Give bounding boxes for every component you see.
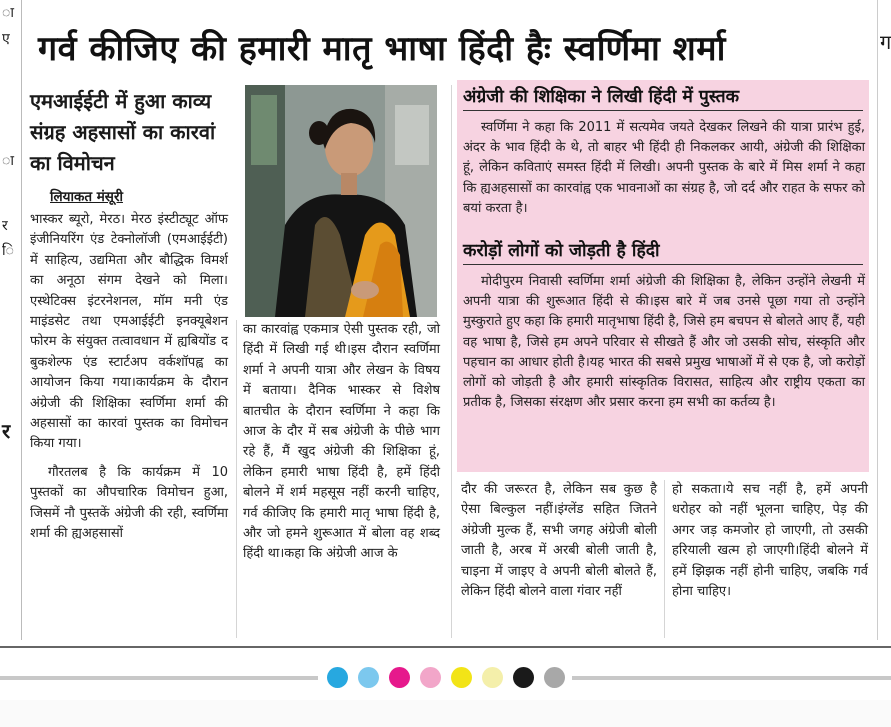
left-neighbor-strip — [0, 0, 22, 640]
carousel-dot[interactable] — [389, 667, 410, 688]
main-headline: गर्व कीजिए की हमारी मातृ भाषा हिंदी हैः स्वर्णिमा शर्मा — [38, 29, 726, 69]
article-column-1 — [30, 210, 228, 545]
article-column-3 — [461, 480, 657, 602]
highlight-box-text-2: मोदीपुरम निवासी स्वर्णिमा शर्मा अंग्रेजी की शिक्षिका है, लेकिन उन्होंने लेखनी में अपनी यात्रा की शुरूआत हिंदी से की।इस बारे में जब उनसे पूछा गया तो उन्होंने मुस्कुराते हुए कहा कि हमारी मातृभाषा हिंदी है, जिसे हम बचपन से बोलते आए हैं, यही वह भाषा है, जिसे हम अपने परिवार से सीखते हैं और जो उसकी सोच, संस्कृति और पहचान का आधार होती है।यह भारत की सबसे प्रमुख भाषाओं में से एक है, जो करोड़ों लोगों को जोड़ती है और हमारी सांस्कृतिक विरासत, साहित्य और राष्ट्रीय एकता का प्रतीक है, जिसका संरक्षण और प्रसार करना हम सभी का कर्तव्य है। — [463, 274, 865, 411]
left-strip-char: र — [2, 218, 8, 234]
column-divider — [236, 320, 237, 638]
carousel-dot[interactable] — [327, 667, 348, 688]
carousel-dot[interactable] — [513, 667, 534, 688]
left-strip-char: ि — [2, 243, 14, 259]
byline: लियाकत मंसूरी — [50, 189, 123, 205]
footer-area — [0, 700, 891, 727]
carousel-dot[interactable] — [482, 667, 503, 688]
highlight-box-paragraph-2 — [463, 272, 865, 413]
column2-paragraph: का कारवांह्व एकमात्र ऐसी पुस्तक रही, जो हिंदी में लिखी गई थी।इस दौरान स्वर्णिमा शर्मा ने अपनी यात्रा और लेखन के विषय में बताया। दैनिक भास्कर से विशेष बातचीत के दौरान स्वर्णिमा ने कहा कि आज के दौर में सब अंग्रेजी के पीछे भाग रहे हैं, मैं खुद अंग्रेजी की शिक्षिका हूं, लेकिन हमारी भाषा हिंदी है, हमें हिंदी बोलने में शर्म महसूस नहीं करनी चाहिए, गर्व कीजिए कि हमारी मातृ भाषा हिंदी है, और जो हमने शुरूआत में बोला वह शब्द हिंदी था।कहा कि अंग्रेजी आज के — [243, 322, 440, 562]
page-bottom-rule — [0, 646, 891, 648]
carousel-dot[interactable] — [420, 667, 441, 688]
left-strip-char: ा — [2, 5, 14, 21]
article-column-2 — [243, 320, 440, 565]
highlight-box-text-1: स्वर्णिमा ने कहा कि 2011 में सत्यमेव जयते देखकर लिखने की यात्रा प्रारंभ हुई, अंदर के भाव हिंदी के थे, तो बाहर भी हिंदी ही निकलकर आयी, अंग्रेजी की शिक्षिका हूं, लेकिन कविताएं समस्त हिंदी में लिखी। अपनी पुस्तक के बारे में मिस शर्मा ने कहा कि ह्यअहसासों का कारवांह्व एक भावनाओं का संग्रह है, जो दर्द और राहत के सफर को बयां करता है। — [463, 120, 865, 216]
highlight-box-paragraph-1 — [463, 118, 865, 219]
left-strip-char: र — [2, 419, 11, 443]
column1-paragraph: भास्कर ब्यूरो, मेरठ। मेरठ इंस्टीट्यूट ऑफ इंजीनियरिंग एंड टेक्नोलॉजी (एमआईईटी) में साहित्य, उद्यमिता और बौद्धिक विमर्श का अनूठा संगम देखने को मिला।एस्थेटिक्स इंटरनेशनल, मॉम मनी एंड माइंडसेट तथा एमआईईटी इनक्यूबेशन फोरम के संयुक्त तत्वावधान में ह्यबियोंड द बुकशेल्फ एंड स्टार्टअप वर्कशॉपह्व का आयोजन किया गया।कार्यक्रम के दौरान अंग्रेजी की शिक्षिका स्वर्णिमा शर्मा की अहसासों का कारवां पुस्तक का विमोचन किया गया। — [30, 212, 228, 452]
highlight-box-rule-1 — [463, 110, 863, 111]
column3-paragraph: दौर की जरूरत है, लेकिन सब कुछ है ऐसा बिल्कुल नहीं।इंग्लेंड सहित जितने अंग्रेजी मुल्क हैं, सभी जगह अंग्रेजी बोली जाती है, अरब में अरबी बोली जाती है, चाइना में जाइए वे अपनी बोली बोलते हैं, लेकिन हिंदी बोलने वाला गंवार नहीं — [461, 482, 657, 600]
column4-paragraph: हो सकता।ये सच नहीं है, हमें अपनी धरोहर को नहीं भूलना चाहिए, पेड़ की अगर जड़ कमजोर हो जाएगी, तो उसकी हरियाली खत्म हो जाएगी।हिंदी बोलने में हमें झिझक नहीं होनी चाहिए, जबकि गर्व होना चाहिए। — [672, 482, 868, 600]
carousel-indicator — [0, 662, 891, 692]
author-photo-illustration — [245, 85, 437, 317]
highlight-box — [457, 80, 869, 472]
carousel-dot[interactable] — [544, 667, 565, 688]
column1-paragraph: गौरतलब है कि कार्यक्रम में 10 पुस्तकों का औपचारिक विमोचन हुआ, जिसमें नौ पुस्तकें अंग्रेजी की रही, स्वर्णिमा शर्मा की ह्यअहसासों — [30, 464, 228, 542]
article-column-4 — [672, 480, 868, 602]
column-divider — [451, 85, 452, 638]
author-photo — [245, 85, 437, 317]
left-strip-char: ा — [2, 153, 14, 169]
right-strip-char: ग — [880, 30, 891, 54]
sub-headline: एमआईईटी में हुआ काव्य संग्रह अहसासों का कारवां का विमोचन — [30, 89, 216, 175]
carousel-dot[interactable] — [358, 667, 379, 688]
highlight-box-rule-2 — [463, 264, 863, 265]
column-divider — [664, 480, 665, 638]
left-strip-char: ए — [2, 31, 10, 47]
right-neighbor-strip — [877, 0, 891, 640]
carousel-track-right — [572, 676, 891, 680]
carousel-track-left — [0, 676, 318, 680]
highlight-box-title-2: करोड़ों लोगों को जोड़ती है हिंदी — [463, 241, 660, 261]
carousel-dot[interactable] — [451, 667, 472, 688]
highlight-box-title-1: अंग्रेजी की शिक्षिका ने लिखी हिंदी में पुस्तक — [463, 87, 740, 107]
